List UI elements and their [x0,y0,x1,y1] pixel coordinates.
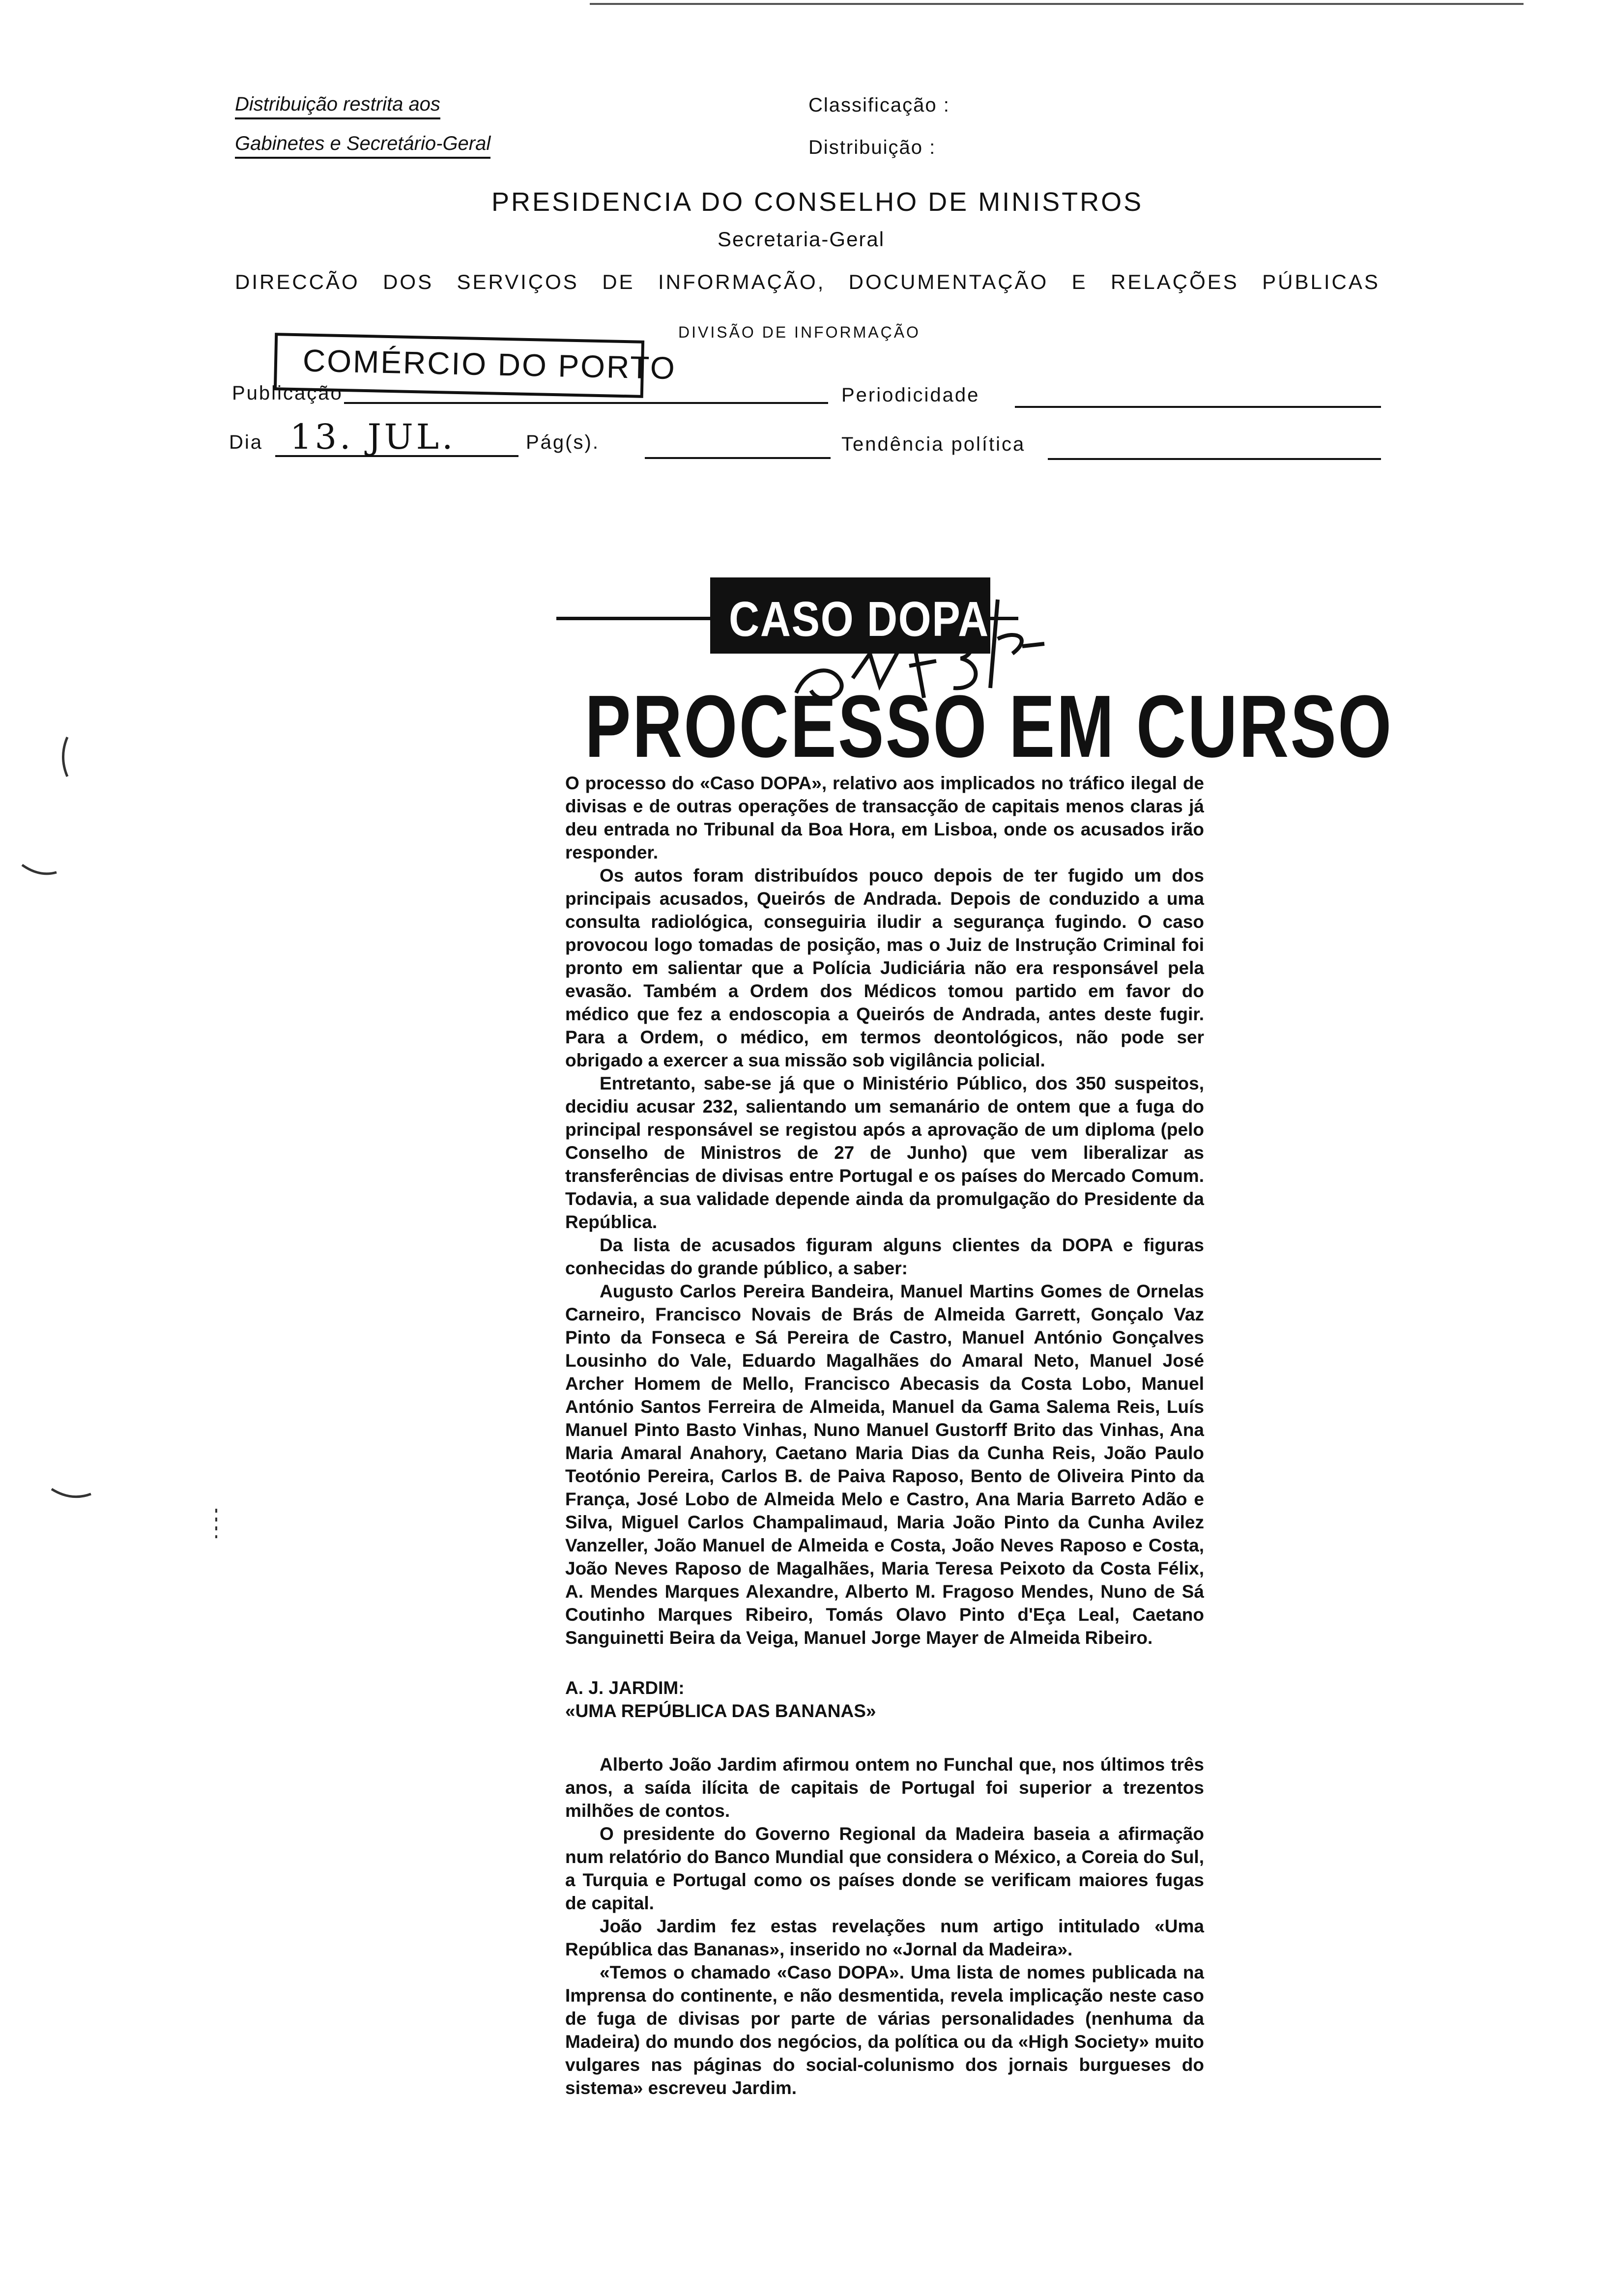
distribution-line-2: Gabinetes e Secretário-Geral [235,133,490,159]
direccao-word: PÚBLICAS [1262,270,1380,293]
scan-top-edge [590,3,1524,5]
article-paragraph: Da lista de acusados figuram alguns clientes da DOPA e figuras conhecidas do grande público, a saber: [565,1235,1204,1278]
direccao-word: DIRECCÃO [235,270,360,293]
direccao-word: INFORMAÇÃO, [658,270,826,293]
direccao-word: RELAÇÕES [1111,270,1239,293]
periodicidade-field-line [1015,386,1381,408]
secretaria-geral: Secretaria-Geral [718,228,885,251]
presidencia-heading: PRESIDENCIA DO CONSELHO DE MINISTROS [491,187,1144,217]
margin-mark [49,1484,93,1504]
article-paragraph: Entretanto, sabe-se já que o Ministério Público, dos 350 suspeitos, decidiu acusar 232, salientando um semanário de ontem que a fuga do principal responsável se registou após a aprovação de um diploma (pelo Conselho de Ministros de 27 de Junho) que vem liberalizar as transferências de divisas entre Portugal e os países do Mercado Comum. Todavia, a sua validade depende ainda da promulgação do Presidente da República. [565,1073,1204,1232]
direccao-word: E [1071,270,1088,293]
tendencia-field-line [1048,438,1381,460]
publicacao-field-line [344,382,828,404]
stamp-text: COMÉRCIO DO PORTO [302,343,677,386]
kicker-text: CASO DOPA [729,592,989,647]
direccao-word: DOCUMENTAÇÃO [848,270,1049,293]
dia-handwritten-value: 13. JUL. [290,417,456,457]
direccao-word: DOS [383,270,434,293]
pags-label: Pág(s). [526,431,600,453]
headline: PROCESSO EM CURSO [585,677,1393,776]
margin-mark [20,860,59,880]
subsection-paragraph: João Jardim fez estas revelações num artigo intitulado «Uma República das Bananas», inserido no «Jornal da Madeira». [565,1916,1204,1959]
tendencia-label: Tendência política [841,433,1026,455]
pags-field-line [645,437,831,459]
direccao-word: DE [602,270,635,293]
distribution-line-1: Distribuição restrita aos [235,93,440,119]
article-paragraph: O processo do «Caso DOPA», relativo aos implicados no tráfico ilegal de divisas e de outras operações de transacção de capitais menos claras já deu entrada no Tribunal da Boa Hora, em Lisboa, onde os acusados irão responder. [565,773,1204,862]
periodicidade-label: Periodicidade [841,384,980,406]
article-body [565,772,1204,2099]
subsection-paragraph: «Temos o chamado «Caso DOPA». Uma lista de nomes publicada na Imprensa do continente, e não desmentida, revela implicação neste caso de fuga de divisas por parte de várias personalidades (nenhuma da Madeira) do mundo dos negócios, da política ou da «High Society» muito vulgares nas páginas do social-colunismo dos jornais burgueses do sistema» escreveu Jardim. [565,1962,1204,2098]
margin-mark [211,1506,221,1541]
direccao-heading [235,270,1380,294]
margin-mark [57,735,71,779]
publicacao-label: Publicação [232,382,343,404]
subsection-byline: A. J. JARDIM: [565,1678,685,1698]
subsection-paragraph: Alberto João Jardim afirmou ontem no Funchal que, nos últimos três anos, a saída ilícita de capitais de Portugal foi superior a trezentos milhões de contos. [565,1754,1204,1821]
distribuicao-label: Distribuição : [808,137,936,158]
subsection-title: «UMA REPÚBLICA DAS BANANAS» [565,1701,876,1721]
divisao-label: DIVISÃO DE INFORMAÇÃO [678,323,921,341]
subsection-paragraph: O presidente do Governo Regional da Madeira baseia a afirmação num relatório do Banco Mundial que considera o México, a Coreia do Sul, a Turquia e Portugal como os países donde se verificam maiores fugas de capital. [565,1824,1204,1913]
dia-label: Dia [229,431,263,453]
classificacao-label: Classificação : [808,94,950,116]
direccao-word: SERVIÇOS [457,270,579,293]
accused-list: Augusto Carlos Pereira Bandeira, Manuel Martins Gomes de Ornelas Carneiro, Francisco Novais de Brás de Almeida Garrett, Gonçalo Vaz Pinto da Fonseca e Sá Pereira de Castro, Manuel António Gonçalves Lousinho do Vale, Eduardo Magalhães do Amaral Neto, Manuel José Archer Homem de Mello, Francisco Abecasis da Costa Lobo, Manuel António Santos Ferreira de Almeida, Manuel da Gama Salema Reis, Luís Manuel Pinto Basto Vinhas, Nuno Manuel Gustorff Brito das Vinhas, Ana Maria Amaral Anahory, Caetano Maria Dias da Cunha Reis, João Paulo Teotónio Pereira, Carlos B. de Paiva Raposo, Bento de Oliveira Pinto da França, José Lobo de Almeida Melo e Castro, Ana Maria Barreto Adão e Silva, Miguel Carlos Champalimaud, Maria João Pinto da Cunha Avilez Vanzeller, João Manuel de Almeida e Costa, João Neves Raposo e Costa, João Neves Raposo de Magalhães, Maria Teresa Peixoto da Costa Félix, A. Mendes Marques Alexandre, Alberto M. Fragoso Mendes, Nuno de Sá Coutinho Marques Ribeiro, Tomás Olavo Pinto d'Eça Leal, Caetano Sanguinetti Beira da Veiga, Manuel Jorge Mayer de Almeida Ribeiro. [565,1281,1204,1648]
article-paragraph: Os autos foram distribuídos pouco depois de ter fugido um dos principais acusados, Queirós de Andrada. Depois de conduzido a uma consulta radiológica, conseguiria iludir a segurança fugindo. O caso provocou logo tomadas de posição, mas o Juiz de Instrução Criminal foi pronto em salientar que a Polícia Judiciária não era responsável pela evasão. Também a Ordem dos Médicos tomou partido em favor do médico que fez a endoscopia a Queirós de Andrada, antes deste fugir. Para a Ordem, o médico, em termos deontológicos, não pode ser obrigado a exercer a sua missão sob vigilância policial. [565,865,1204,1070]
